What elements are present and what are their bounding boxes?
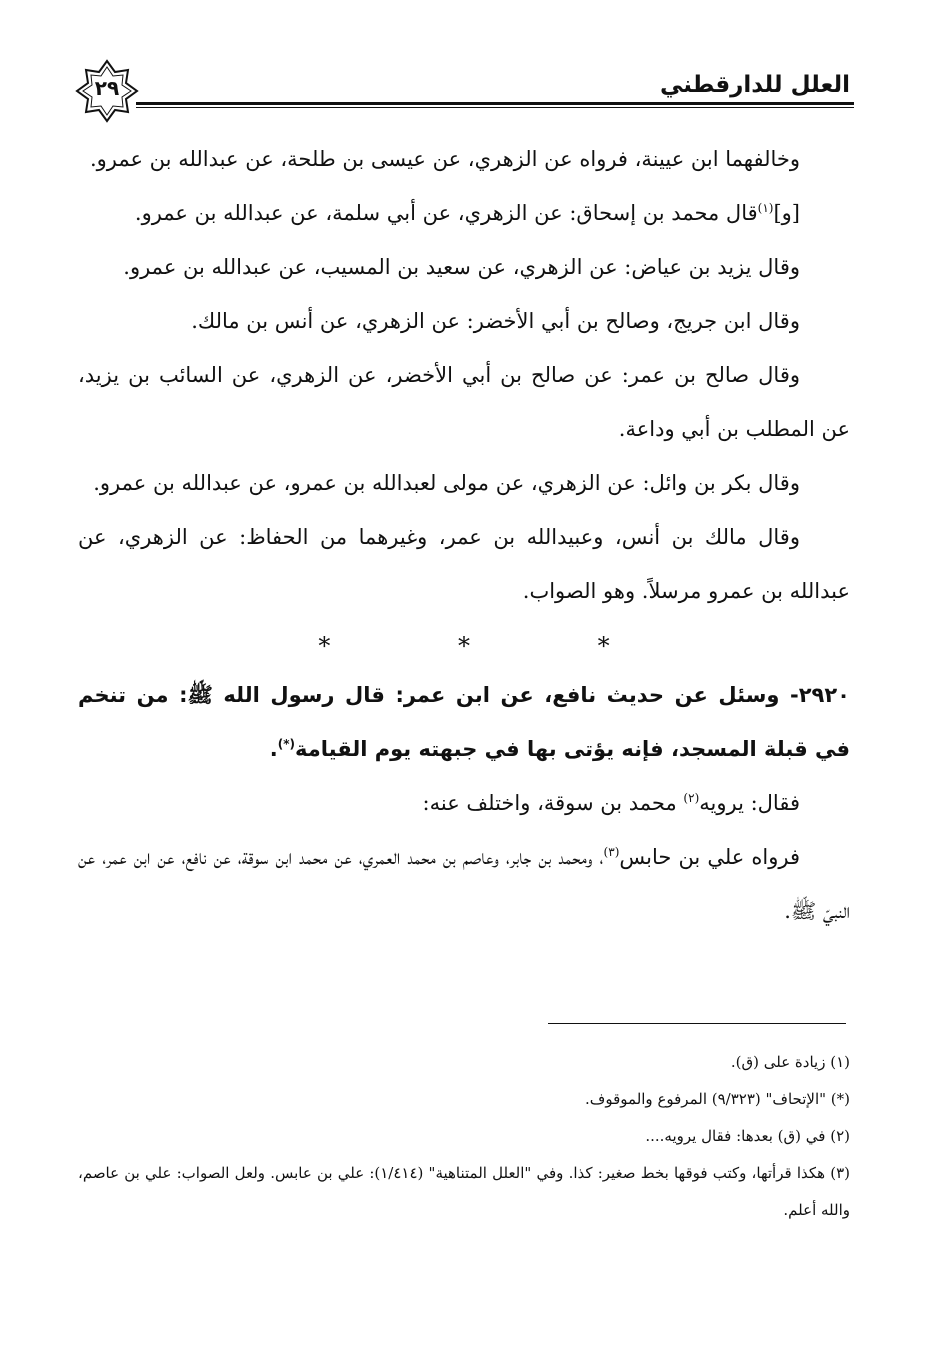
running-header — [74, 58, 854, 120]
footnote: (*) "الإتحاف" (٩/٣٢٣) المرفوع والموقوف. — [585, 1090, 850, 1108]
entry-heading: ٢٩٢٠- وسئل عن حديث نافع، عن ابن عمر: قال رسول الله ﷺ: من تنخم في قبلة المسجد، فإنه يؤتى بها في جبهته يوم القيامة(*). — [78, 683, 850, 761]
paragraph: وخالفهما ابن عيينة، فرواه عن الزهري، عن عيسى بن طلحة، عن عبدالله بن عمرو. — [89, 147, 800, 171]
footnote-marker: (*) — [277, 737, 296, 751]
paragraph: فقال: يرويه$^{(٢)}$ محمد بن سوقة، واختلف عنه: — [422, 791, 800, 815]
header-rule-thin — [136, 107, 854, 108]
header-rule — [136, 102, 854, 105]
paragraph: [و]$^{(١)}$قال محمد بن إسحاق: عن الزهري، عن أبي سلمة، عن عبدالله بن عمرو. — [134, 201, 800, 225]
paragraph: وقال مالك بن أنس، وعبيدالله بن عمر، وغيرهما من الحفاظ: عن الزهري، عن عبدالله بن عمرو مرسلاً. وهو الصواب. — [78, 525, 850, 603]
footnote-marker: (١) — [757, 201, 774, 215]
footnote-marker: (٢) — [683, 791, 700, 805]
footnote: (٢) في (ق) بعدها: فقال يرويه.... — [645, 1127, 850, 1145]
paragraph: وقال صالح بن عمر: عن صالح بن أبي الأخضر، عن الزهري، عن السائب بن يزيد، عن المطلب بن أبي وداعة. — [78, 363, 850, 441]
bracket-text: [و] — [773, 201, 800, 225]
footnotes — [78, 1044, 850, 1229]
section-separator: * * * — [318, 632, 670, 660]
paragraph: وقال بكر بن وائل: عن الزهري، عن مولى لعبدالله بن عمرو، عن عبدالله بن عمرو. — [93, 471, 800, 495]
paragraph: فرواه علي بن حابس$^{(٣)}$، ومحمد بن جابر، وعاصم بن محمد العمري، عن محمد ابن سوقة، عن نافع، عن ابن عمر، عن النبيّ ﷺ. — [78, 845, 850, 923]
paragraph: وقال ابن جريج، وصالح بن أبي الأخضر: عن الزهري، عن أنس بن مالك. — [191, 309, 800, 333]
page-number: ٢٩ — [94, 76, 120, 100]
footnote-separator — [548, 1023, 846, 1024]
main-text — [78, 132, 850, 938]
footnote: (١) زيادة على (ق). — [730, 1053, 850, 1071]
paragraph: وقال يزيد بن عياض: عن الزهري، عن سعيد بن المسيب، عن عبدالله بن عمرو. — [123, 255, 800, 279]
footnote: (٣) هكذا قرأتها، وكتب فوقها بخط صغير: كذا. وفي "العلل المتناهية" (١/٤١٤): علي بن عابس. ولعل الصواب: علي بن عاصم، والله أعلم. — [78, 1164, 850, 1219]
footnote-marker: (٣) — [603, 845, 620, 859]
book-title: العلل للدارقطني — [660, 72, 850, 98]
